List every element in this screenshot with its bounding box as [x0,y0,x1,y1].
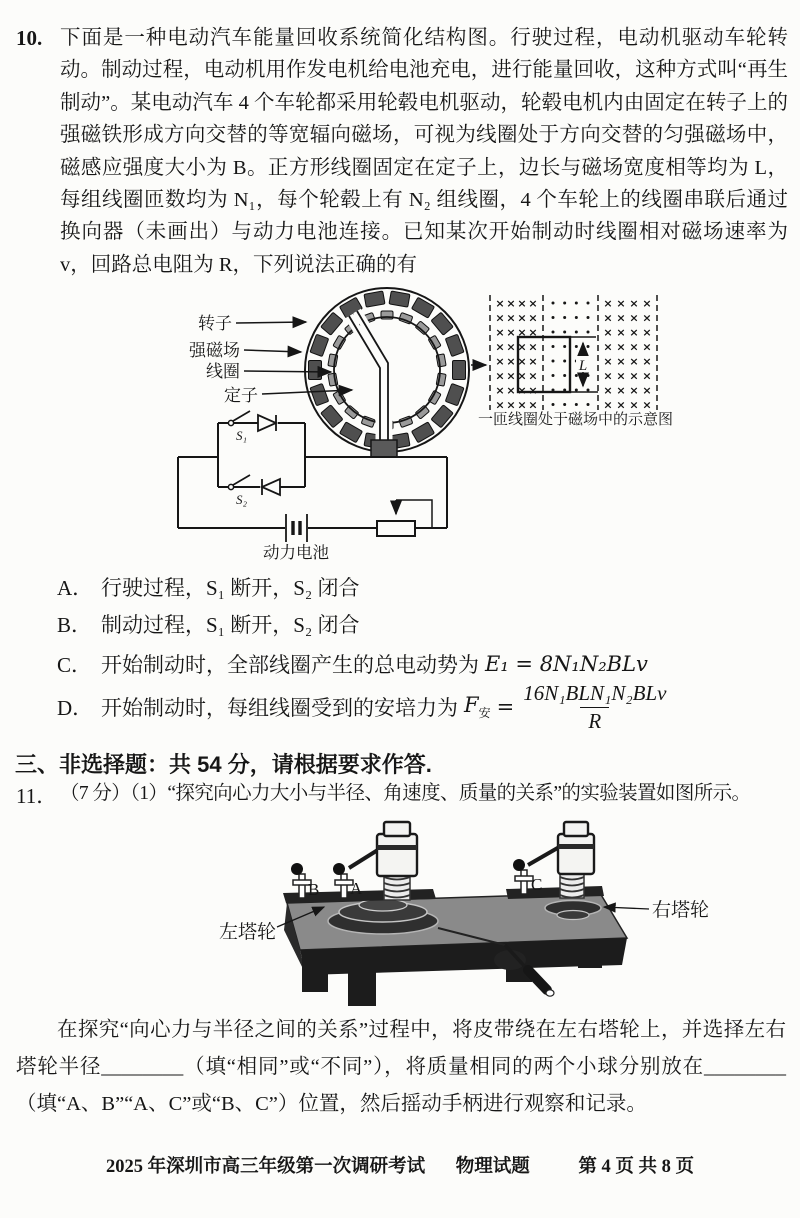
svg-text:×: × [517,297,527,310]
left-post [377,822,417,900]
svg-text:×: × [528,398,538,412]
L-dimension-label: L [578,358,588,374]
right-rod [528,846,561,865]
svg-text:×: × [629,311,639,325]
svg-text:×: × [495,369,505,383]
svg-text:×: × [506,340,516,354]
svg-text:×: × [603,398,613,412]
svg-text:×: × [642,355,652,368]
option-d-fraction [520,680,669,734]
svg-text:×: × [506,398,516,412]
ampere-force-symbol: $F_安$ [464,692,491,721]
coil-label: 线圈 [206,362,240,381]
option-b [57,609,777,639]
question-11 [16,780,750,810]
svg-text:×: × [517,326,527,339]
rotor-label: 转子 [198,314,232,333]
svg-text:×: × [517,398,527,412]
svg-text:×: × [495,340,505,354]
option-d-label: D． [57,696,94,720]
page-footer [0,1152,800,1178]
option-c [57,649,777,679]
svg-text:×: × [616,326,626,339]
svg-text:×: × [517,355,527,368]
svg-text:×: × [603,297,613,310]
svg-text:×: × [642,340,652,354]
svg-text:×: × [495,311,505,325]
svg-text:×: × [642,326,652,339]
right-pulley-leader [604,907,649,909]
option-b-label: B． [57,613,93,637]
svg-text:×: × [517,311,527,325]
switch-s1 [228,420,233,425]
switch-s2 [228,484,233,489]
svg-text:×: × [629,297,639,310]
svg-text:×: × [528,369,538,383]
equals-sign: = [496,695,515,719]
svg-text:×: × [603,326,613,339]
svg-text:×: × [603,355,613,368]
svg-text:×: × [616,355,626,368]
option-c-formula: E₁ = 8N₁N₂BLv [485,652,648,676]
fraction-numerator: 16N₁BLN₁N₂BLv [523,681,667,706]
option-a-label: A． [57,576,94,600]
svg-text:×: × [629,384,639,397]
diode-1 [258,415,276,431]
svg-text:×: × [616,311,626,325]
svg-text:×: × [642,369,652,383]
svg-text:×: × [603,369,613,383]
option-a [57,572,777,602]
motor-recovery-figure [150,278,690,570]
svg-text:×: × [616,369,626,383]
svg-text:×: × [506,355,516,368]
svg-text:×: × [642,398,652,412]
fraction-denominator: R [580,707,609,734]
svg-text:×: × [603,384,613,397]
question-11-intro: （7 分）（1）“探究向心力大小与半径、角速度、质量的关系”的实验装置如图所示。 [60,783,751,804]
winding-exit-block [371,440,397,457]
option-c-label: C． [57,653,93,677]
svg-text:×: × [517,369,527,383]
svg-text:×: × [495,384,505,397]
field-diagram-caption: 一匝线圈处于磁场中的示意图 [478,412,674,428]
svg-text:×: × [495,326,505,339]
svg-text:×: × [528,384,538,397]
brake-circuit [178,411,447,542]
footer-subject: 物理试题 [455,1157,530,1177]
stator-label: 定子 [224,386,258,405]
option-c-text: 开始制动时，全部线圈产生的总电动势为 [101,653,479,677]
option-b-text: 制动过程，S₁ 断开，S₂ 闭合 [101,613,360,637]
svg-text:×: × [629,398,639,412]
svg-text:×: × [629,355,639,368]
svg-text:×: × [642,384,652,397]
svg-text:×: × [506,384,516,397]
right-pulley-label: 右塔轮 [652,900,710,921]
svg-text:×: × [506,369,516,383]
footer-exam-title: 2025 年深圳市高三年级第一次调研考试 [105,1157,426,1177]
left-pulley-label: 左塔轮 [219,922,277,943]
svg-text:×: × [517,384,527,397]
svg-text:×: × [495,297,505,310]
battery-label: 动力电池 [263,543,329,562]
svg-text:×: × [528,326,538,339]
field-region-diagram [478,295,673,428]
svg-text:×: × [603,340,613,354]
pin-b-label: B [308,880,320,899]
switch-s1-label: S₁ [236,428,248,443]
svg-text:×: × [629,369,639,383]
question-11-number: 11． [16,784,58,808]
svg-text:×: × [528,340,538,354]
svg-text:×: × [616,297,626,310]
svg-text:×: × [629,326,639,339]
svg-text:×: × [616,384,626,397]
section-3-heading: 三、非选择题：共 54 分，请根据要求作答. [15,752,432,777]
diode-2 [262,479,280,495]
centripetal-apparatus-figure [180,815,720,1015]
footer-page-number: 第 4 页 共 8 页 [578,1157,695,1177]
svg-text:×: × [495,355,505,368]
option-a-text: 行驶过程，S₁ 断开，S₂ 闭合 [101,576,360,600]
svg-text:×: × [528,355,538,368]
svg-text:×: × [616,398,626,412]
battery-symbol [286,514,307,542]
svg-text:×: × [506,311,516,325]
pin-a-label: A [350,879,363,898]
svg-text:×: × [506,326,516,339]
svg-text:×: × [642,311,652,325]
svg-text:×: × [517,340,527,354]
svg-text:×: × [642,297,652,310]
question-10-body: 下面是一种电动汽车能量回收系统简化结构图。行驶过程，电动机驱动车轮转动。制动过程，电动机用作发电机给电池充电，进行能量回收，这种方式叫“再生制动”。某电动汽车 4 个车轮都采用轮毂电机驱动，轮毂电机内由固定在转子上的强磁铁形成方向交替的等宽辐向磁场，可视为线圈处于方向交替的匀强磁场中，磁感应强度大小为 B。正方形线圈固定在定子上，边长与磁场宽度相等均为 L，每组线圈匝数均为 N₁，每个轮毂上有 N₂ 组线圈，4 个车轮上的线圈串联后通过换向器（未画出）与动力电池连接。已知某次开始制动时线圈相对磁场速率为 v，回路总电阻为 R，下列说法正确的有 [60,27,788,276]
svg-text:×: × [528,297,538,310]
option-d-text: 开始制动时，每组线圈受到的安培力为 [101,696,458,720]
question-10-number: 10. [16,26,43,50]
svg-text:×: × [495,398,505,412]
svg-text:×: × [616,340,626,354]
svg-text:×: × [629,340,639,354]
option-d [57,678,777,736]
pin-c-label: C [531,875,543,894]
svg-text:×: × [506,297,516,310]
question-11-paragraph: 在探究“向心力与半径之间的关系”过程中，将皮带绕在左右塔轮上，并选择左右塔轮半径________（填“相同”或“不同”），将质量相同的两个小球分别放在________（填“A、B”“A、C”或“B、C”）位置，然后摇动手柄进行观察和记录。 [16,1019,786,1115]
switch-s2-label: S₂ [236,492,248,507]
rheostat [377,521,415,536]
question-10 [16,22,788,281]
strong-field-label: 强磁场 [189,341,240,360]
svg-text:×: × [603,311,613,325]
svg-text:×: × [528,311,538,325]
